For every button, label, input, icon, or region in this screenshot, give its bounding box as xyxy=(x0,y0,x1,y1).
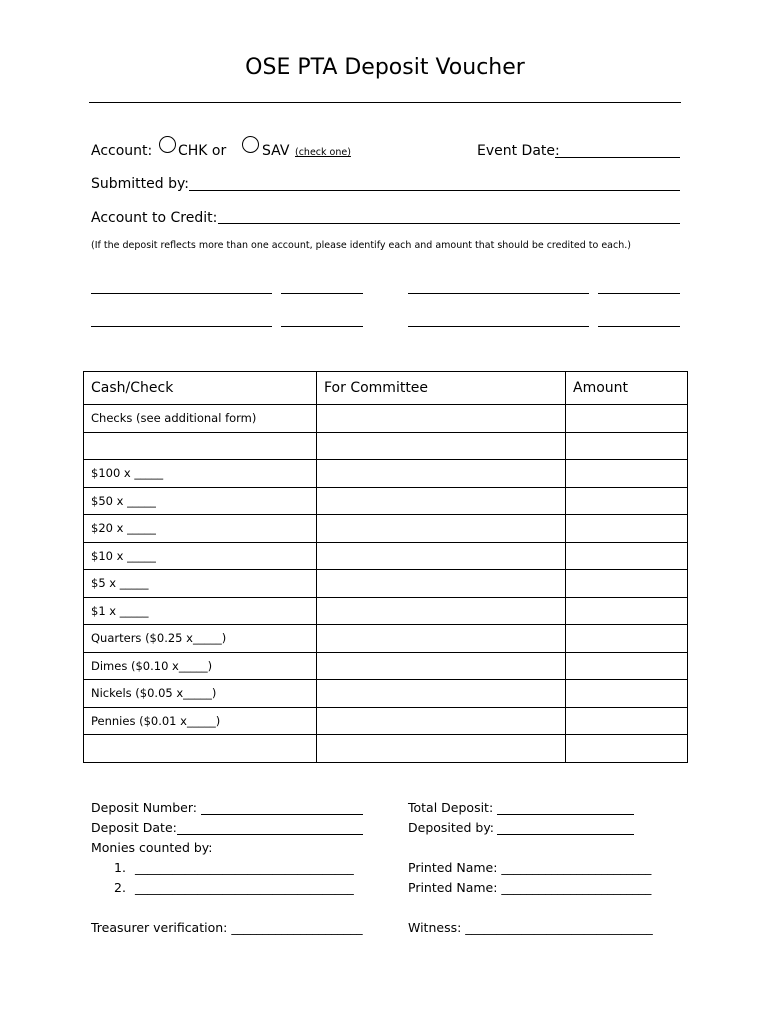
printed-name-1[interactable]: Printed Name: ________________________ xyxy=(408,860,652,875)
amount-cell[interactable] xyxy=(566,625,688,653)
table-row xyxy=(84,405,688,433)
amount-cell[interactable] xyxy=(566,652,688,680)
counter-1-field[interactable]: ___________________________________ xyxy=(135,860,354,875)
committee-cell[interactable] xyxy=(317,680,566,708)
deposited-by-field[interactable] xyxy=(497,834,634,835)
row-label: $100 x _____ xyxy=(84,460,317,488)
event-date-label: Event Date: xyxy=(477,143,560,159)
committee-cell[interactable] xyxy=(317,570,566,598)
committee-cell[interactable] xyxy=(317,460,566,488)
deposit-number-field[interactable] xyxy=(201,814,363,815)
committee-cell[interactable] xyxy=(317,542,566,570)
submitted-by-label: Submitted by: xyxy=(91,176,189,192)
credit-amount-2-field[interactable] xyxy=(598,293,680,294)
row-label: Pennies ($0.01 x_____) xyxy=(84,707,317,735)
account-label: Account: xyxy=(91,143,153,159)
sav-radio-circle[interactable] xyxy=(242,136,259,153)
row-label: $50 x _____ xyxy=(84,487,317,515)
deposit-number-label: Deposit Number: xyxy=(91,800,197,815)
table-row xyxy=(84,487,688,515)
title-divider xyxy=(89,102,681,103)
total-deposit-field[interactable] xyxy=(497,814,634,815)
deposit-date-label: Deposit Date: xyxy=(91,820,177,835)
amount-cell[interactable] xyxy=(566,405,688,433)
amount-cell[interactable] xyxy=(566,735,688,763)
table-row xyxy=(84,625,688,653)
table-row xyxy=(84,542,688,570)
table-row xyxy=(84,680,688,708)
credit-account-3-field[interactable] xyxy=(91,326,272,327)
submitted-by-field[interactable] xyxy=(189,190,680,191)
amount-cell[interactable] xyxy=(566,487,688,515)
event-date-field[interactable] xyxy=(555,157,680,158)
witness[interactable]: Witness: ______________________________ xyxy=(408,920,653,935)
table-row xyxy=(84,570,688,598)
amount-cell[interactable] xyxy=(566,680,688,708)
row-label[interactable] xyxy=(84,735,317,763)
table-row xyxy=(84,735,688,763)
table-row xyxy=(84,515,688,543)
counter-2-field[interactable]: ___________________________________ xyxy=(135,880,354,895)
counter-2-number: 2. xyxy=(114,880,126,895)
header-for-committee: For Committee xyxy=(317,372,566,405)
committee-cell[interactable] xyxy=(317,735,566,763)
amount-cell[interactable] xyxy=(566,570,688,598)
header-amount: Amount xyxy=(566,372,688,405)
table-row xyxy=(84,707,688,735)
chk-radio-circle[interactable] xyxy=(159,136,176,153)
row-label: $20 x _____ xyxy=(84,515,317,543)
committee-cell[interactable] xyxy=(317,652,566,680)
amount-cell[interactable] xyxy=(566,515,688,543)
committee-cell[interactable] xyxy=(317,405,566,433)
committee-cell[interactable] xyxy=(317,487,566,515)
credit-account-2-field[interactable] xyxy=(408,293,589,294)
printed-name-2[interactable]: Printed Name: ________________________ xyxy=(408,880,652,895)
page-title: OSE PTA Deposit Voucher xyxy=(245,55,525,80)
table-row xyxy=(84,460,688,488)
committee-cell[interactable] xyxy=(317,707,566,735)
account-to-credit-label: Account to Credit: xyxy=(91,210,218,226)
credit-account-1-field[interactable] xyxy=(91,293,272,294)
counter-1-number: 1. xyxy=(114,860,126,875)
amount-cell[interactable] xyxy=(566,432,688,460)
committee-cell[interactable] xyxy=(317,625,566,653)
row-label[interactable] xyxy=(84,432,317,460)
row-label: $5 x _____ xyxy=(84,570,317,598)
deposit-date-field[interactable] xyxy=(177,834,363,835)
row-label: Quarters ($0.25 x_____) xyxy=(84,625,317,653)
table-row xyxy=(84,652,688,680)
committee-cell[interactable] xyxy=(317,432,566,460)
row-label: $1 x _____ xyxy=(84,597,317,625)
total-deposit-label: Total Deposit: xyxy=(408,800,494,815)
amount-cell[interactable] xyxy=(566,597,688,625)
deposit-table xyxy=(83,371,688,763)
deposited-by-label: Deposited by: xyxy=(408,820,495,835)
credit-amount-1-field[interactable] xyxy=(281,293,363,294)
account-to-credit-field[interactable] xyxy=(218,223,680,224)
treasurer-verification[interactable]: Treasurer verification: _____________________ xyxy=(91,920,363,935)
row-label: $10 x _____ xyxy=(84,542,317,570)
chk-label: CHK or xyxy=(178,143,227,159)
monies-counted-by-label: Monies counted by: xyxy=(91,840,213,855)
table-header-row xyxy=(84,372,688,405)
row-label: Checks (see additional form) xyxy=(84,405,317,433)
header-cash-check: Cash/Check xyxy=(84,372,317,405)
credit-account-4-field[interactable] xyxy=(408,326,589,327)
credit-amount-3-field[interactable] xyxy=(281,326,363,327)
committee-cell[interactable] xyxy=(317,515,566,543)
row-label: Dimes ($0.10 x_____) xyxy=(84,652,317,680)
multi-account-note: (If the deposit reflects more than one account, please identify each and amount that should be credited to each.) xyxy=(91,240,631,251)
amount-cell[interactable] xyxy=(566,707,688,735)
sav-label: SAV xyxy=(262,143,290,159)
table-row xyxy=(84,432,688,460)
table-row xyxy=(84,597,688,625)
check-one-hint: (check one) xyxy=(295,147,351,158)
row-label: Nickels ($0.05 x_____) xyxy=(84,680,317,708)
committee-cell[interactable] xyxy=(317,597,566,625)
credit-amount-4-field[interactable] xyxy=(598,326,680,327)
amount-cell[interactable] xyxy=(566,542,688,570)
amount-cell[interactable] xyxy=(566,460,688,488)
